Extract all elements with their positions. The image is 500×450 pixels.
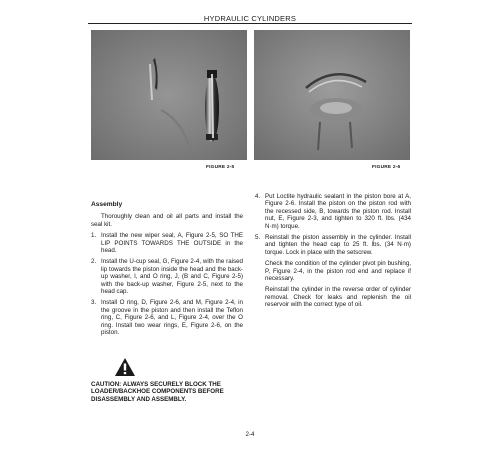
step-3 bbox=[91, 299, 243, 336]
left-column bbox=[91, 201, 243, 341]
warning-triangle-icon bbox=[114, 357, 136, 377]
figure-2-5-caption: FIGURE 2-5 bbox=[206, 165, 235, 170]
figure-2-5-photo bbox=[91, 30, 247, 160]
step-number: 1. bbox=[91, 232, 97, 240]
assembly-intro: Thoroughly clean and oil all parts and install the seal kit. bbox=[91, 213, 243, 228]
step-1 bbox=[91, 232, 243, 254]
page-header-title: HYDRAULIC CYLINDERS bbox=[203, 14, 297, 23]
step-number: 2. bbox=[91, 258, 97, 266]
step-5 bbox=[255, 234, 411, 256]
bushing-paragraph: Check the condition of the cylinder pivot pin bushing, P, Figure 2-4, in the piston rod end and replace if necessary. bbox=[265, 260, 411, 283]
assembly-heading: Assembly bbox=[91, 201, 123, 208]
step-text: Install O ring, D, Figure 2-6, and M, Figure 2-4, in the groove in the piston and then install the Teflon ring, C, Figure 2-6, and L, Figure 2-4, over the O ring. Install two wear rings, E, Figure 2-6, on the piston. bbox=[101, 299, 243, 337]
step-text: Install the new wiper seal, A, Figure 2-5, SO THE LIP POINTS TOWARDS THE OUTSIDE in the head. bbox=[101, 232, 243, 255]
reinstall-paragraph: Reinstall the cylinder in the reverse order of cylinder removal. Check for leaks and replenish the oil reservoir with the correct type of oil. bbox=[265, 286, 411, 309]
right-column bbox=[255, 193, 411, 313]
header-rule bbox=[88, 23, 412, 24]
step-number: 4. bbox=[255, 193, 261, 200]
step-text: Put Loctite hydraulic sealant in the piston bore at A, Figure 2-6. Install the piston on the piston rod with the recessed side, B, towards the piston rod. Install nut, E, Figure 2-3, and tighten to 320 ft. lbs. (434 N·m) torque. bbox=[265, 193, 411, 230]
figure-2-6-photo bbox=[254, 30, 410, 160]
caution-notice: CAUTION: ALWAYS SECURELY BLOCK THE LOADER/BACKHOE COMPONENTS BEFORE DISASSEMBLY AND ASSEMBLY. bbox=[91, 381, 224, 403]
page-number: 2-4 bbox=[245, 431, 255, 438]
step-2 bbox=[91, 258, 243, 295]
step-text: Install the U-cup seal, G, Figure 2-4, with the raised lip towards the piston inside the head and the back-up washer, I, and O ring, J, (B and C, Figure 2-5) with the back-up washer, Figure 2-5, next to the head cap. bbox=[101, 258, 243, 296]
piston-rod-photo bbox=[91, 30, 247, 160]
figure-2-6-caption: FIGURE 2-6 bbox=[372, 165, 401, 170]
step-number: 5. bbox=[255, 234, 261, 242]
step-4 bbox=[255, 193, 411, 230]
piston-photo bbox=[254, 30, 410, 160]
step-text: Reinstall the piston assembly in the cylinder. Install and tighten the head cap to 25 ft. lbs. (34 N·m) torque. Lock in place with the setscrew. bbox=[265, 234, 411, 256]
step-number: 3. bbox=[91, 299, 97, 307]
